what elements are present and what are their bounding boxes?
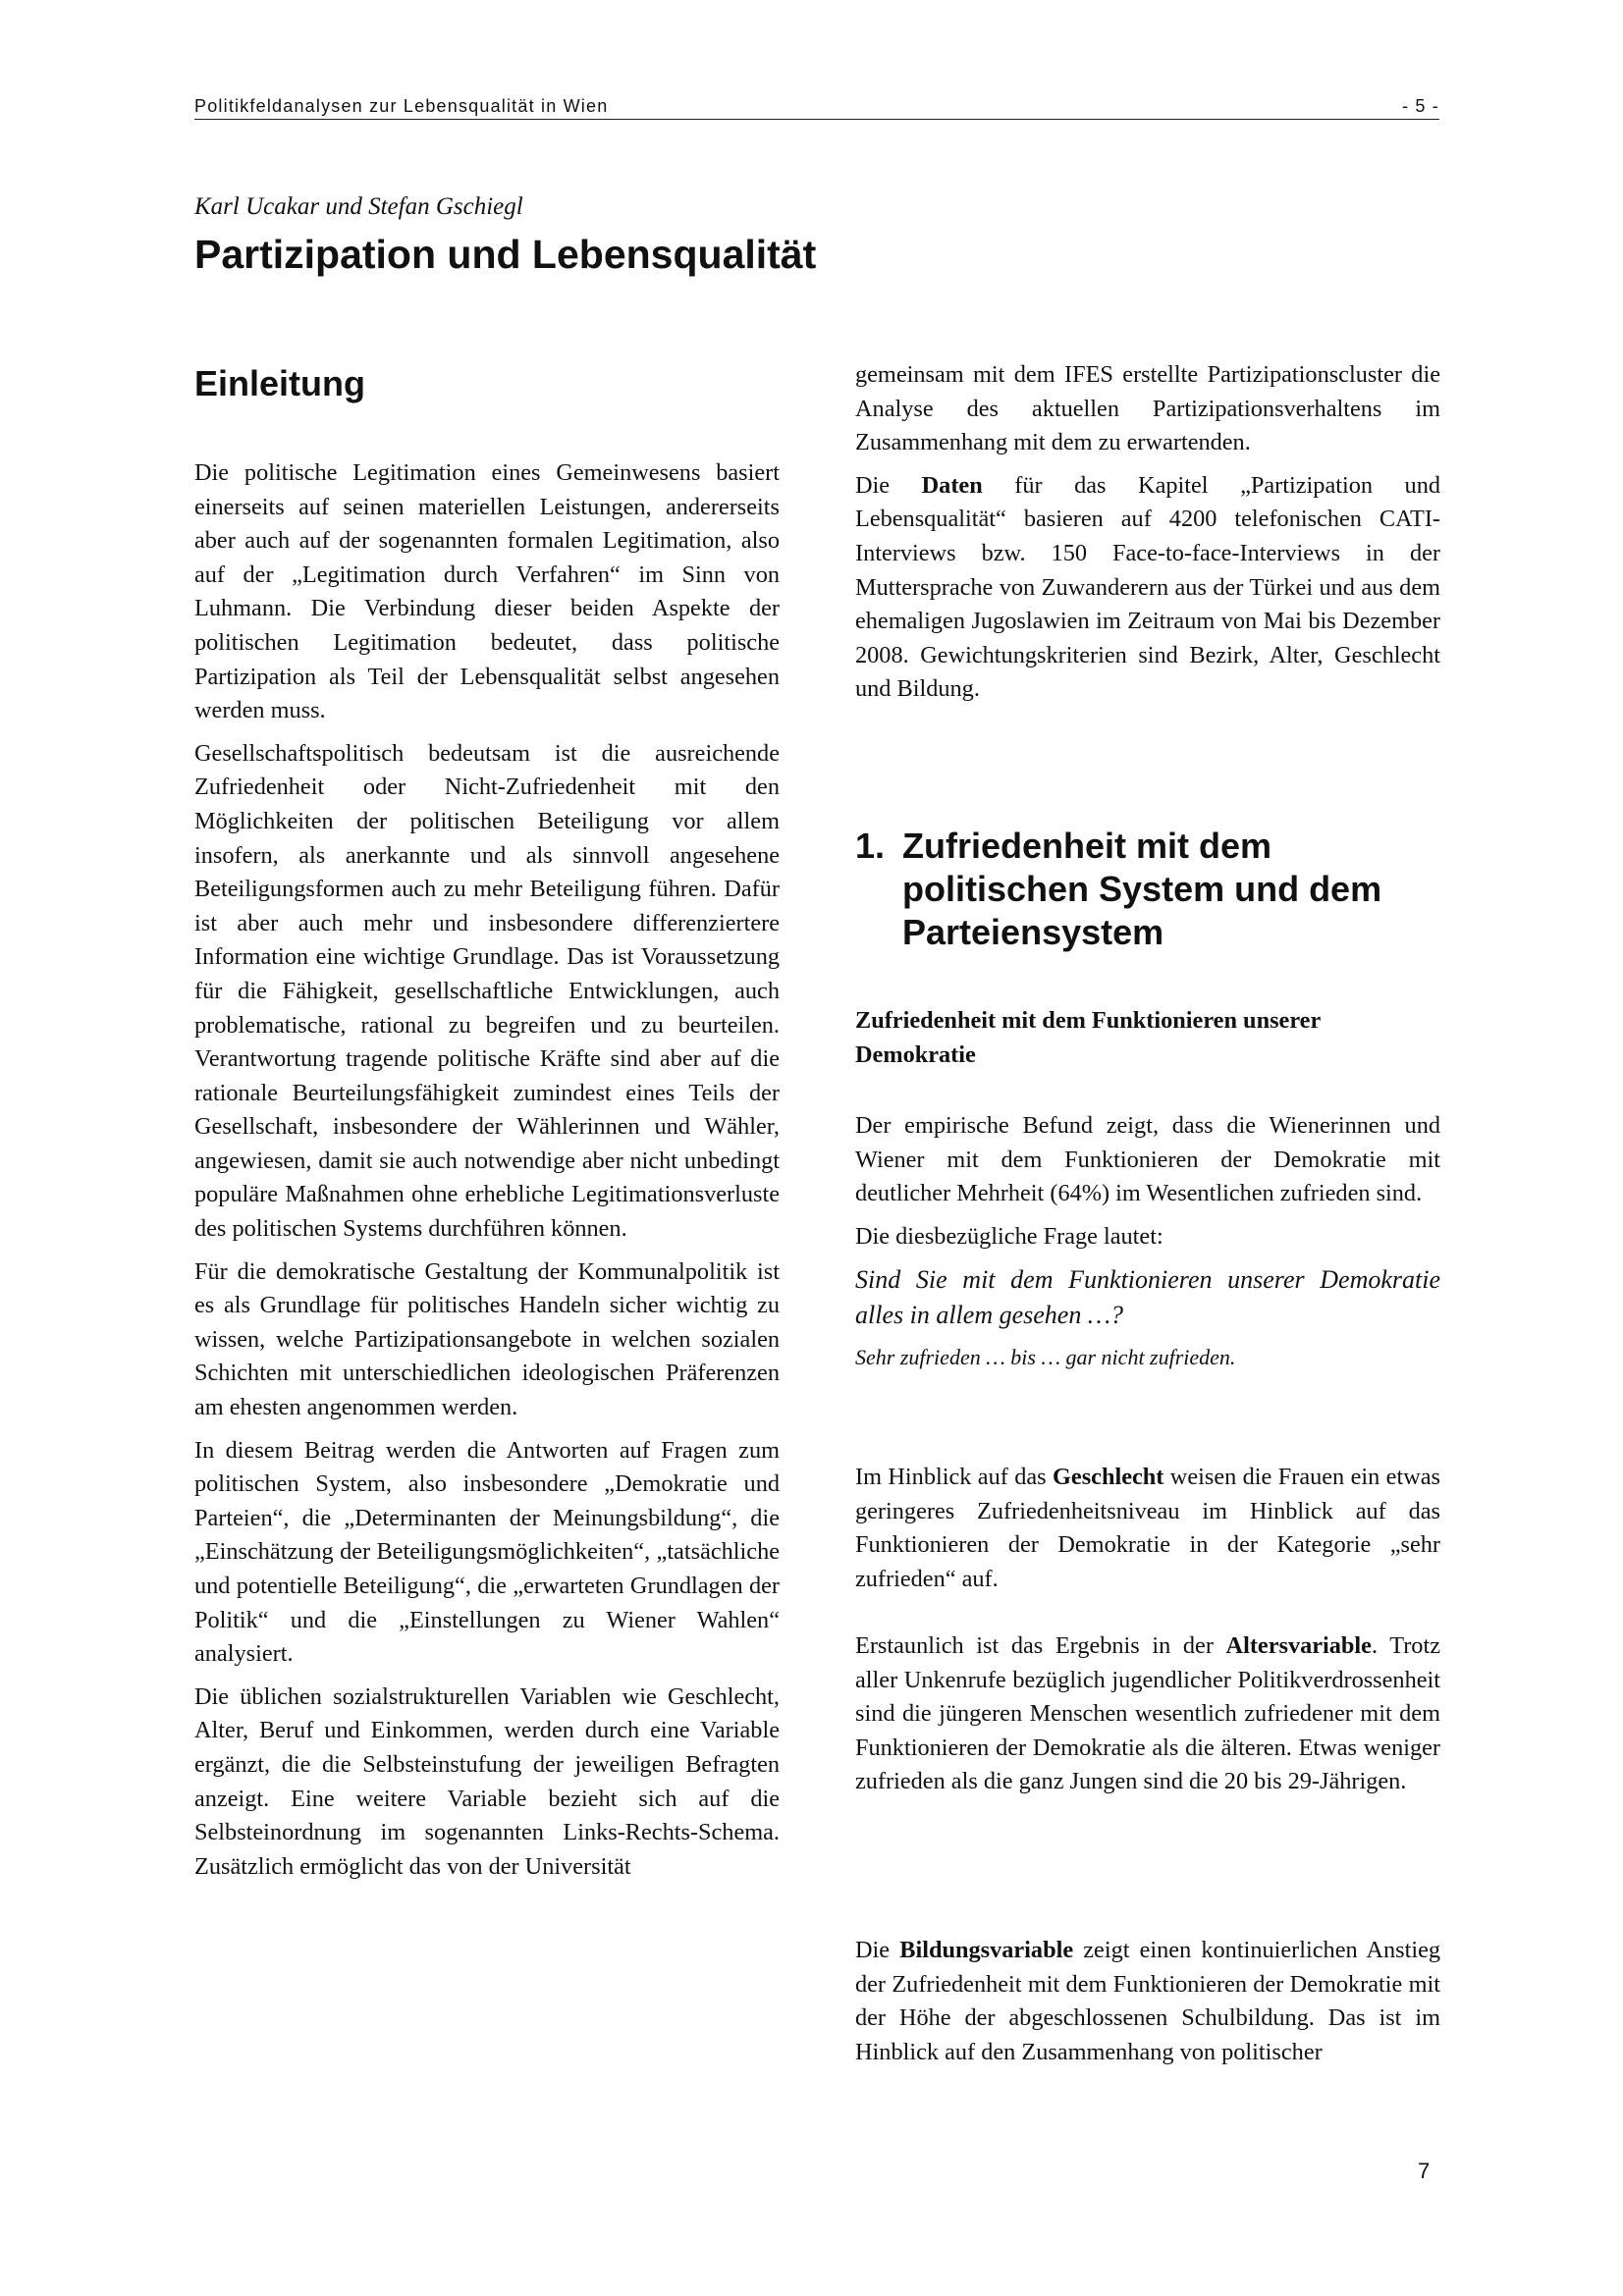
age-block [855, 1629, 1440, 1808]
chapter-heading [855, 825, 1385, 954]
survey-answer-scale: Sehr zufrieden … bis … gar nicht zufrieden. [855, 1345, 1236, 1370]
paragraph: Für die demokratische Gestaltung der Kommunalpolitik ist es als Grundlage für politisches Handeln sicher wichtig zu wissen, welche Partizipationsangebote in welchen sozialen Schichten mit unterschiedlichen ideologischen Präferenzen am ehesten angenommen werden. [194, 1257, 780, 1421]
page-number: 7 [1418, 2159, 1431, 2183]
age-paragraph: Erstaunlich ist das Ergebnis in der Altersvariable. Trotz aller Unkenrufe bezüglich jugendlicher Politikverdrossenheit sind die jüngeren Menschen wesentlich zufriedener mit dem Funktionieren der Demokratie als die älteren. Etwas weniger zufrieden als die ganz Jungen sind die 20 bis 29-Jährigen. [855, 1632, 1440, 1795]
running-header-page: - 5 - [1401, 96, 1439, 116]
emphasis-altersvariable: Altersvariable [1225, 1632, 1372, 1659]
paragraph: Die politische Legitimation eines Gemeinwesens basiert einerseits auf seinen materiellen Leistungen, andererseits aber auch auf der sogenannten formalen Legitimation, also auf der „Legitimation durch Verfahren“ im Sinn von Luhmann. Die Verbindung dieser beiden Aspekte der politischen Legitimation bedeutet, dass politische Partizipation als Teil der Lebensqualität selbst angesehen werden muss. [194, 459, 780, 724]
running-header-title: Politikfeldanalysen zur Lebensqualität in Wien [194, 96, 609, 116]
gender-paragraph: Im Hinblick auf das Geschlecht weisen die Frauen ein etwas geringeres Zufriedenheitsniveau im Hinblick auf das Funktionieren der Demokratie in der Kategorie „sehr zufrieden“ auf. [855, 1464, 1441, 1592]
emphasis-daten: Daten [921, 471, 983, 499]
subheading-democracy: Zufriedenheit mit dem Funktionieren unserer Demokratie [855, 1007, 1321, 1068]
running-header [194, 96, 1439, 120]
gender-block [855, 1461, 1440, 1605]
chapter-number: 1. [855, 826, 886, 866]
question-intro: Die diesbezügliche Frage lautet: [855, 1222, 1163, 1250]
finding-paragraph: Der empirische Befund zeigt, dass die Wienerinnen und Wiener mit dem Funktionieren der Demokratie mit deutlicher Mehrheit (64%) im Wesentlichen zufrieden sind. [855, 1112, 1440, 1207]
section-heading-einleitung: Einleitung [194, 363, 365, 403]
paragraph: In diesem Beitrag werden die Antworten auf Fragen zum politischen System, also insbesondere „Demokratie und Parteien“, die „Determinanten der Meinungsbildung“, die „Einschätzung der Beteiligungsmöglichkeiten“, „tatsächliche und potentielle Beteiligung“, die „erwarteten Grundlagen der Politik“ und die „Einstellungen zu Wiener Wahlen“ analysiert. [194, 1436, 780, 1668]
intro-continuation-block [855, 358, 1440, 716]
emphasis-bildungsvariable: Bildungsvariable [899, 1937, 1074, 1963]
survey-question: Sind Sie mit dem Funktionieren unserer Demokratie alles in allem gesehen …? [855, 1265, 1440, 1330]
paragraph: gemeinsam mit dem IFES erstellte Partizipationscluster die Analyse des aktuellen Partizipationsverhaltens im Zusammenhang mit dem zu erwartenden. [855, 361, 1440, 456]
education-block [855, 1934, 1440, 2078]
paragraph: Die üblichen sozialstrukturellen Variablen wie Geschlecht, Alter, Beruf und Einkommen, werden durch eine Variable ergänzt, die die Selbsteinstufung der jeweiligen Befragten anzeigt. Eine weitere Variable bezieht sich auf die Selbsteinordnung im sogenannten Links-Rechts-Schema. Zusätzlich ermöglicht das von der Universität [194, 1682, 780, 1880]
left-column-body [194, 456, 780, 1893]
finding-block [855, 1109, 1440, 1382]
paragraph: Gesellschaftspolitisch bedeutsam ist die ausreichende Zufriedenheit oder Nicht-Zufriedenheit mit den Möglichkeiten der politischen Beteiligung vor allem insofern, als anerkannte und als sinnvoll angesehene Beteiligungsformen auch zu mehr Beteiligung führen. Dafür ist aber auch mehr und insbesondere differenziertere Information eine wichtige Grundlage. Das ist Voraussetzung für die Fähigkeit, gesellschaftliche Entwicklungen, auch problematische, rational zu begreifen und zu beurteilen. Verantwortung tragende politische Kräfte sind aber auf die rationale Beurteilungsfähigkeit zumindest eines Teils der Gesellschaft, insbesondere der Wählerinnen und Wähler, angewiesen, damit sie auch notwendige aber nicht unbedingt populäre Maßnahmen ohne erhebliche Legitimationsverluste des politischen Systems durchführen können. [194, 739, 780, 1243]
article-authors: Karl Ucakar und Stefan Gschiegl [194, 193, 523, 220]
chapter-title: Zufriedenheit mit dem politischen System und dem Parteiensystem [902, 826, 1382, 952]
article-title: Partizipation und Lebensqualität [194, 232, 817, 277]
emphasis-geschlecht: Geschlecht [1053, 1464, 1164, 1490]
education-paragraph: Die Bildungsvariable zeigt einen kontinuierlichen Anstieg der Zufriedenheit mit dem Funktionieren der Demokratie mit der Höhe der abgeschlossenen Schulbildung. Das ist im Hinblick auf den Zusammenhang von politischer [855, 1937, 1441, 2065]
data-paragraph: Die Daten für das Kapitel „Partizipation und Lebensqualität“ basieren auf 4200 telefonischen CATI-Interviews bzw. 150 Face-to-face-Interviews in der Muttersprache von Zuwanderern aus der Türkei und aus dem ehemaligen Jugoslawien im Zeitraum von Mai bis Dezember 2008. Gewichtungskriterien sind Bezirk, Alter, Geschlecht und Bildung. [855, 471, 1440, 703]
